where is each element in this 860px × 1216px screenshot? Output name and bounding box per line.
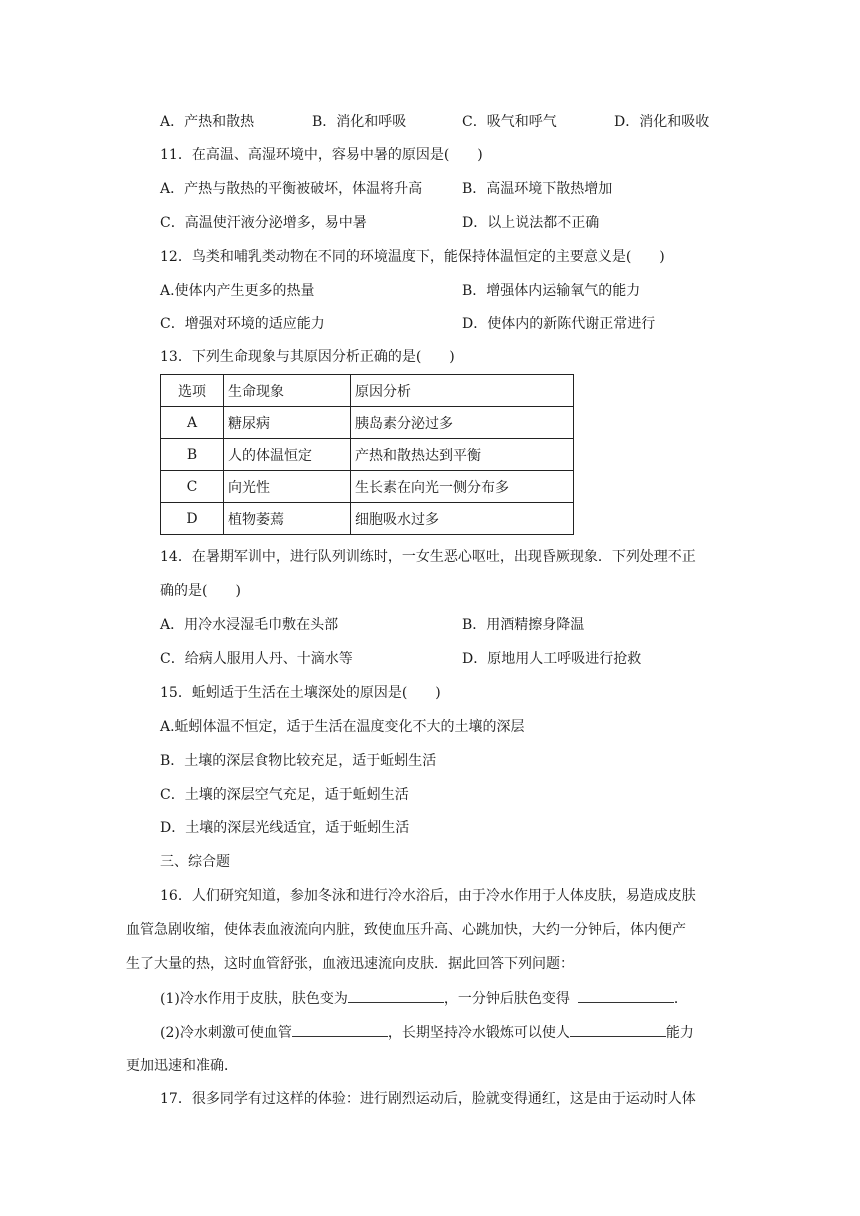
table-header-cell: 选项 <box>161 375 224 407</box>
table-cell: 糖尿病 <box>224 407 351 439</box>
q12-stem: 12．鸟类和哺乳类动物在不同的环境温度下，能保持体温恒定的主要意义是( ) <box>160 249 665 265</box>
q14-option-c: C．给病人服用人丹、十滴水等 <box>160 651 353 667</box>
table-cell: C <box>161 471 224 503</box>
q14-option-b: B．用酒精擦身降温 <box>462 617 585 633</box>
answer-blank[interactable] <box>292 1022 388 1037</box>
table-cell: 向光性 <box>224 471 351 503</box>
table-header-cell: 原因分析 <box>351 375 574 407</box>
q12-option-b: B．增强体内运输氧气的能力 <box>462 283 641 299</box>
q13-table <box>160 374 574 535</box>
table-cell: A <box>161 407 224 439</box>
table-header-cell: 生命现象 <box>224 375 351 407</box>
q10-option-c: C．吸气和呼气 <box>462 114 557 130</box>
q10-option-d: D．消化和吸收 <box>614 114 710 130</box>
q14-stem-line1: 14．在暑期军训中，进行队列训练时，一女生恶心呕吐，出现昏厥现象．下列处理不正 <box>160 549 696 565</box>
table-row <box>161 503 574 535</box>
q12-option-c: C．增强对环境的适应能力 <box>160 316 325 332</box>
table-row <box>161 439 574 471</box>
q14-option-d: D．原地用人工呼吸进行抢救 <box>462 651 642 667</box>
q14-option-a: A．用冷水浸湿毛巾敷在头部 <box>160 617 339 633</box>
answer-blank[interactable] <box>570 1022 666 1037</box>
q15-stem: 15．蚯蚓适于生活在土壤深处的原因是( ) <box>160 685 441 701</box>
q16-part1-text-c: ． <box>673 991 688 1007</box>
q12-option-a: A.使体内产生更多的热量 <box>160 283 315 299</box>
q17-text-line1: 17．很多同学有过这样的体验：进行剧烈运动后，脸就变得通红，这是由于运动时人体 <box>160 1091 696 1107</box>
table-cell: B <box>161 439 224 471</box>
table-cell: 细胞吸水过多 <box>351 503 574 535</box>
table-row <box>161 407 574 439</box>
q14-stem-line2: 确的是( ) <box>160 583 241 599</box>
table-cell: 胰岛素分泌过多 <box>351 407 574 439</box>
q16-part1 <box>160 988 688 1009</box>
q16-part2-text-a: (2)冷水刺激可使血管 <box>160 1025 292 1041</box>
answer-blank[interactable] <box>348 988 444 1003</box>
q16-text-line1: 16．人们研究知道，参加冬泳和进行冷水浴后，由于冷水作用于人体皮肤，易造成皮肤 <box>160 888 696 904</box>
q12-option-d: D．使体内的新陈代谢正常进行 <box>462 316 656 332</box>
table-cell: 人的体温恒定 <box>224 439 351 471</box>
q11-option-c: C．高温使汗液分泌增多，易中暑 <box>160 215 367 231</box>
q15-option-d: D．土壤的深层光线适宜，适于蚯蚓生活 <box>160 820 410 836</box>
q15-option-c: C．土壤的深层空气充足，适于蚯蚓生活 <box>160 787 409 803</box>
table-cell: 产热和散热达到平衡 <box>351 439 574 471</box>
table-cell: 植物萎蔫 <box>224 503 351 535</box>
q16-part1-text-a: (1)冷水作用于皮肤，肤色变为 <box>160 991 348 1007</box>
section-heading: 三、综合题 <box>160 854 230 870</box>
q16-part2-line2: 更加迅速和准确． <box>126 1058 238 1074</box>
table-row <box>161 471 574 503</box>
q16-part1-text-b: ，一分钟后肤色变得 <box>443 991 570 1007</box>
q10-option-a: A．产热和散热 <box>160 114 255 130</box>
answer-blank[interactable] <box>578 988 674 1003</box>
q16-part2-text-c: 能力 <box>665 1025 694 1041</box>
q10-option-b: B．消化和呼吸 <box>312 114 407 130</box>
q15-option-a: A.蚯蚓体温不恒定，适于生活在温度变化不大的土壤的深层 <box>160 719 525 735</box>
q13-stem: 13．下列生命现象与其原因分析正确的是( ) <box>160 349 455 365</box>
q16-text-line2: 血管急剧收缩，使体表血液流向内脏，致使血压升高、心跳加快，大约一分钟后，体内便产 <box>126 922 686 938</box>
q11-option-d: D．以上说法都不正确 <box>462 215 600 231</box>
q11-option-b: B．高温环境下散热增加 <box>462 181 613 197</box>
q16-text-line3: 生了大量的热，这时血管舒张，血液迅速流向皮肤．据此回答下列问题： <box>126 956 574 972</box>
table-cell: D <box>161 503 224 535</box>
q11-option-a: A．产热与散热的平衡被破坏，体温将升高 <box>160 181 423 197</box>
q16-part2-text-b: ，长期坚持冷水锻炼可以使人 <box>387 1025 570 1041</box>
table-header-row <box>161 375 574 407</box>
q15-option-b: B．土壤的深层食物比较充足，适于蚯蚓生活 <box>160 753 437 769</box>
table-cell: 生长素在向光一侧分布多 <box>351 471 574 503</box>
q11-stem: 11．在高温、高湿环境中，容易中暑的原因是( ) <box>160 147 483 163</box>
q16-part2 <box>160 1022 694 1043</box>
